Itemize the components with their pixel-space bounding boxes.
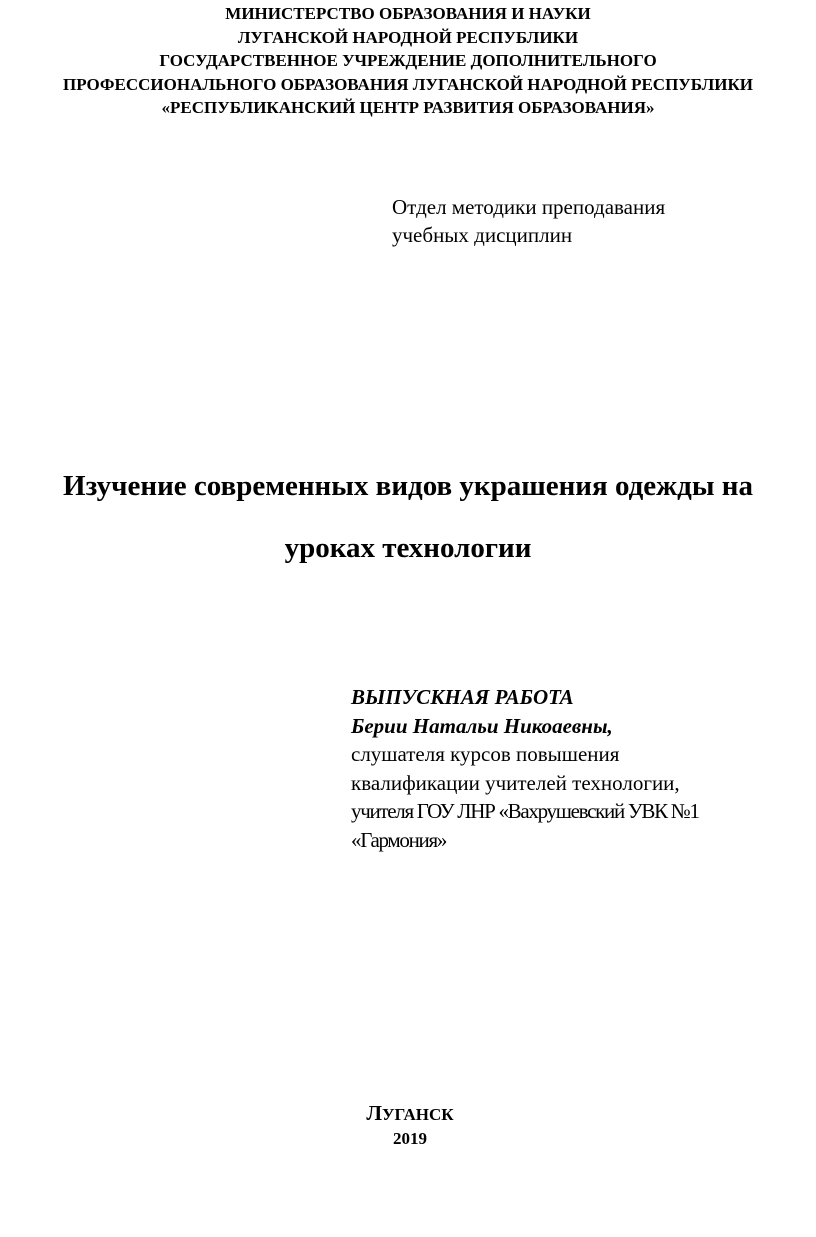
work-info-block — [351, 683, 699, 854]
author-name: Берии Натальи Никоаевны, — [351, 713, 613, 738]
work-type: ВЫПУСКНАЯ РАБОТА — [351, 685, 574, 709]
header-line: ГОСУДАРСТВЕННОЕ УЧРЕЖДЕНИЕ ДОПОЛНИТЕЛЬНОГО — [159, 51, 657, 70]
city — [360, 1101, 460, 1127]
header-line: ЛУГАНСКОЙ НАРОДНОЙ РЕСПУБЛИКИ — [237, 27, 579, 47]
title-line: Изучение современных видов украшения одежды на — [63, 470, 753, 502]
header-line: МИНИСТЕРСТВО ОБРАЗОВАНИЯ И НАУКИ — [225, 4, 591, 23]
author-description-line: квалификации учителей технологии, — [351, 770, 680, 795]
school-line: учителя ГОУ ЛНР «Вахрушевский УВК №1 — [351, 799, 699, 823]
year: 2019 — [393, 1129, 427, 1148]
city-initial: Л — [366, 1101, 383, 1125]
author-description-line: слушателя курсов повышения — [351, 742, 620, 766]
ministry-header — [0, 2, 816, 120]
header-line: «РЕСПУБЛИКАНСКИЙ ЦЕНТР РАЗВИТИЯ ОБРАЗОВАНИЯ» — [161, 98, 655, 117]
city-rest: УГАНСК — [382, 1105, 454, 1124]
title-line: уроках технологии — [284, 532, 532, 564]
department-line: Отдел методики преподавания — [392, 195, 666, 219]
footer-block — [360, 1101, 460, 1151]
school-line: «Гармония» — [351, 827, 447, 852]
header-line: ПРОФЕССИОНАЛЬНОГО ОБРАЗОВАНИЯ ЛУГАНСКОЙ НАРОДНОЙ РЕСПУБЛИКИ — [62, 74, 754, 94]
department-line: учебных дисциплин — [392, 223, 573, 247]
document-title — [0, 455, 816, 579]
department-block — [392, 193, 665, 249]
